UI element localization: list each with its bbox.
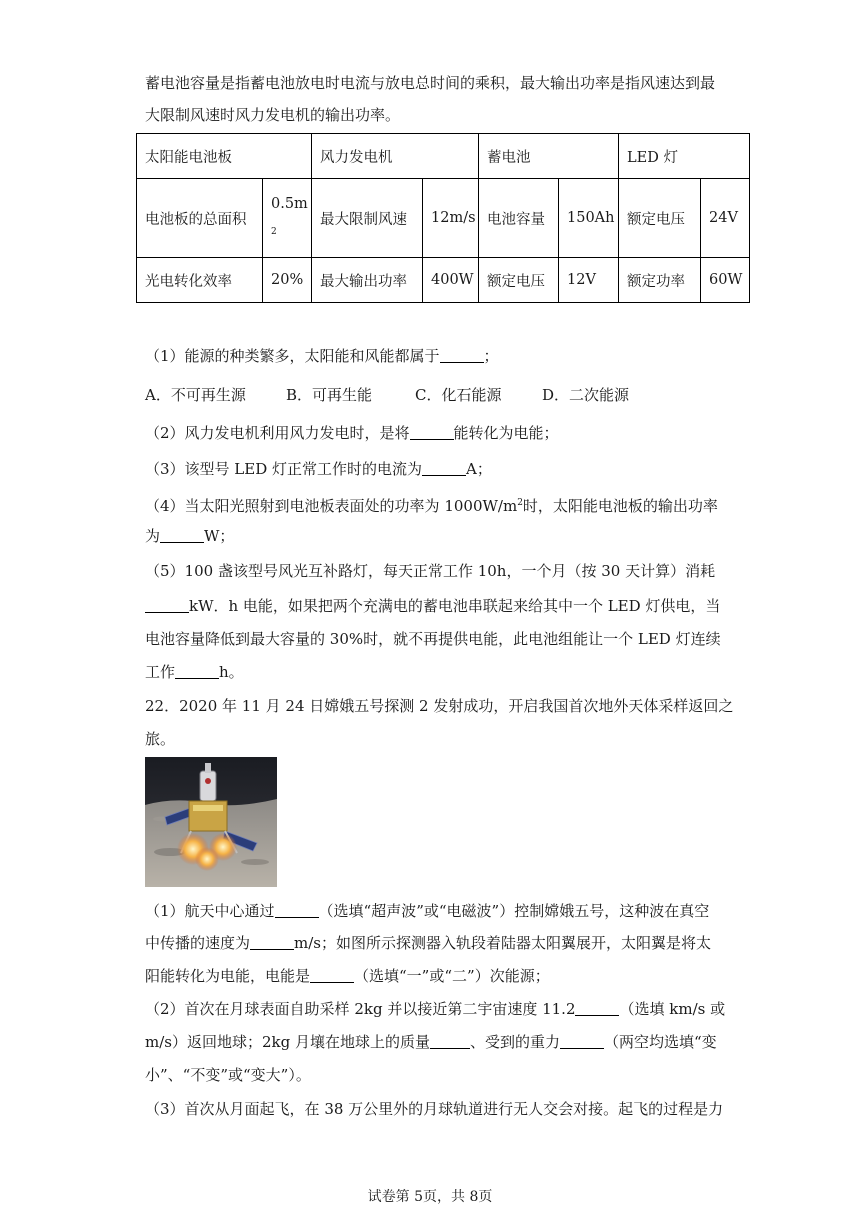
table-cell: 150Ah [559,179,619,258]
q22-part2-line1 [145,998,725,1020]
table-cell: 24V [701,179,750,258]
table-cell: 12m/s [423,179,479,258]
q22-part1-text: （1）航天中心通过 [145,902,275,920]
table-cell: 最大输出功率 [312,258,423,303]
answer-blank[interactable] [560,1032,604,1049]
answer-blank[interactable] [430,1032,470,1049]
answer-blank[interactable] [145,596,189,613]
table-header-row [137,134,750,179]
table-cell: 额定电压 [619,179,701,258]
q21-part5-line4 [145,661,244,683]
q22-part1-line3 [145,965,550,987]
q21-part5-line1: （5）100 盏该型号风光互补路灯，每天正常工作 10h，一个月（按 30 天计算）消耗 [145,562,716,580]
answer-blank[interactable] [250,933,294,950]
q22-part2-text-cont: （选填 km/s 或 [619,1000,726,1018]
q21-part5-text: kW．h 电能，如果把两个充满电的蓄电池串联起来给其中一个 LED 灯供电，当 [189,597,721,615]
option-a[interactable]: A．不可再生源 [145,386,246,404]
lander-photo [145,757,277,887]
area-value-exponent: 2 [271,227,277,237]
header-wind-generator: 风力发电机 [312,134,479,179]
table-cell: 光电转化效率 [137,258,263,303]
q21-part3-end: A； [466,460,492,478]
q22-part2-line2 [145,1031,717,1053]
answer-blank[interactable] [175,662,219,679]
table-cell: 电池容量 [479,179,559,258]
q21-part5-line3: 电池容量降低到最大容量的 30%时，就不再提供电能，此电池组能让一个 LED 灯连续 [145,630,721,648]
q21-part5-end: h。 [219,663,244,681]
option-c[interactable]: C．化石能源 [415,386,502,404]
intro-line-1: 蓄电池容量是指蓄电池放电时电流与放电总时间的乘积，最大输出功率是指风速达到最 [145,74,716,92]
q22-title-line2: 旅。 [145,730,176,748]
table-cell: 400W [423,258,479,303]
q22-part1-l3-text: 阳能转化为电能，电能是 [145,967,311,985]
table-cell: 20% [263,258,312,303]
q22-part3-line1: （3）首次从月面起飞，在 38 万公里外的月球轨道进行无人交会对接。起飞的过程是力 [145,1100,724,1118]
q21-part3-text: （3）该型号 LED 灯正常工作时的电流为 [145,460,423,478]
q21-part1-end: ； [483,347,499,365]
q21-part2 [145,422,559,444]
option-b[interactable]: B．可再生能 [286,386,373,404]
table-cell: 最大限制风速 [312,179,423,258]
answer-blank[interactable] [440,346,484,363]
q21-part4-prefix: 为 [145,527,161,545]
answer-blank[interactable] [275,901,319,918]
intro-line-2: 大限制风速时风力发电机的输出功率。 [145,106,401,124]
answer-blank[interactable] [575,999,619,1016]
table-row [137,258,750,303]
page-footer: 试卷第 5页，共 8页 [367,1189,493,1205]
q22-part1-l3-cont: （选填“一”或“二”）次能源； [354,967,550,985]
table-cell: 60W [701,258,750,303]
q22-part2-l2-cont: （两空均选填“变 [604,1033,717,1051]
q21-part1 [145,345,499,367]
q21-part2-end: 能转化为电能； [453,424,559,442]
table-cell: 额定功率 [619,258,701,303]
q22-part1-line1 [145,900,709,922]
q21-part4-text: （4）当太阳光照射到电池板表面处的功率为 1000W/m [145,497,518,515]
q22-part2-l2-mid: 、受到的重力 [469,1033,560,1051]
q22-part1-text-cont: （选填“超声波”或“电磁波”）控制嫦娥五号，这种波在真空 [318,902,710,920]
table-cell: 电池板的总面积 [137,179,263,258]
q22-title-line1: 22．2020 年 11 月 24 日嫦娥五号探测 2 发射成功，开启我国首次地外天体采样返回之 [145,697,734,715]
q21-part3 [145,458,492,480]
q21-part4-line1 [145,492,718,517]
q21-part2-text: （2）风力发电机利用风力发电时，是将 [145,424,410,442]
area-value-main: 0.5m [271,196,308,212]
answer-blank[interactable] [410,423,454,440]
q21-part4-line2 [145,525,234,547]
exponent: 2 [517,498,523,508]
lander-illustration [145,757,277,887]
q21-part4-text-cont: 时，太阳能电池板的输出功率 [522,497,718,515]
answer-blank[interactable] [422,459,466,476]
answer-blank[interactable] [310,966,354,983]
q22-part1-line2 [145,932,711,954]
q22-part2-l2-text: m/s）返回地球；2kg 月壤在地球上的质量 [145,1033,430,1051]
q21-part5-prefix: 工作 [145,663,176,681]
q22-part2-text: （2）首次在月球表面自助采样 2kg 并以接近第二宇宙速度 11.2 [145,1000,576,1018]
header-battery: 蓄电池 [479,134,619,179]
table-row [137,179,750,258]
q22-part1-l2-text: 中传播的速度为 [145,934,251,952]
header-led-lamp: LED 灯 [619,134,750,179]
table-cell-area-value [263,179,312,258]
option-d[interactable]: D．二次能源 [542,386,630,404]
q21-part5-line2 [145,595,720,617]
q21-part1-text: （1）能源的种类繁多，太阳能和风能都属于 [145,347,440,365]
q22-part1-l2-cont: m/s；如图所示探测器入轨段着陆器太阳翼展开，太阳翼是将太 [294,934,711,952]
q22-part2-line3: 小”、“不变”或“变大”）。 [145,1066,311,1084]
spec-table [136,133,750,303]
table-cell: 12V [559,258,619,303]
q21-part4-end: W； [204,527,235,545]
table-cell: 额定电压 [479,258,559,303]
answer-blank[interactable] [160,526,204,543]
header-solar-panel: 太阳能电池板 [137,134,312,179]
